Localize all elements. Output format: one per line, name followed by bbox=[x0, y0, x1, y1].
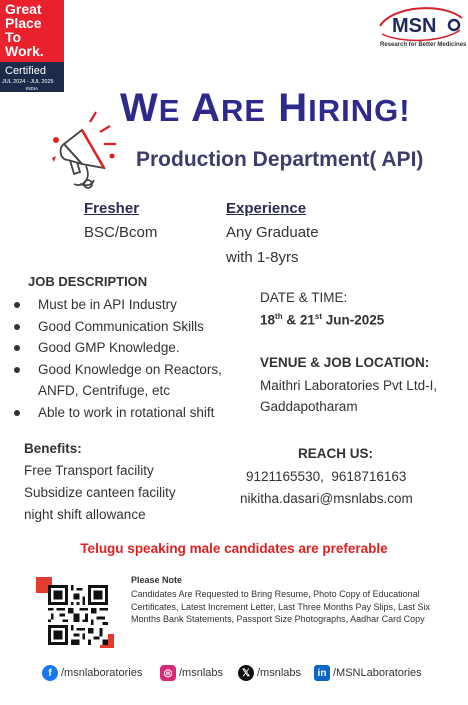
heading-hiring-rest: IRING! bbox=[308, 93, 411, 128]
job-description-title: JOB DESCRIPTION bbox=[28, 274, 148, 289]
instagram-icon: ◎ bbox=[160, 665, 176, 681]
please-note-body: Candidates Are Requested to Bring Resume, Photo Copy of Educational Certificates, Latest Increment Letter, Last Three Months Pay Slips, Last Six Months Bank Statements, Passport Size Photographs, Aadhar Card Copy bbox=[131, 589, 430, 624]
msn-logo bbox=[372, 4, 467, 52]
benefit-item: Subsidize canteen facility bbox=[24, 485, 176, 500]
jd-item-text: Good Knowledge on Reactors, bbox=[38, 361, 222, 377]
date-month: Jun-2025 bbox=[322, 312, 385, 328]
jd-item-text: Good Communication Skills bbox=[38, 318, 204, 334]
jd-item-text: Good GMP Knowledge. bbox=[38, 340, 180, 355]
bullet-icon bbox=[14, 345, 20, 351]
bullet-icon bbox=[14, 324, 20, 330]
badge-line-1: Great bbox=[5, 1, 42, 17]
venue-line-1: Maithri Laboratories Pvt Ltd-I, bbox=[260, 378, 438, 393]
jd-item-text: Must be in API Industry bbox=[38, 297, 177, 312]
badge-line-4: Work. bbox=[5, 43, 44, 59]
bullet-icon bbox=[14, 302, 20, 308]
reach-phones: 9121165530, 9618716163 bbox=[246, 469, 407, 484]
badge-certified-band bbox=[0, 62, 64, 92]
badge-line-3: To bbox=[5, 29, 22, 45]
venue-label: VENUE & JOB LOCATION: bbox=[260, 355, 430, 370]
jd-item-text: ANFD, Centrifuge, etc bbox=[38, 383, 171, 398]
reach-us-label: REACH US: bbox=[298, 446, 374, 461]
msn-logo-text: MSN bbox=[392, 15, 437, 37]
department-title: Production Department( API) bbox=[136, 148, 424, 171]
instagram-handle: /msnlabs bbox=[179, 667, 224, 679]
date-time-label: DATE & TIME: bbox=[260, 290, 348, 305]
date-day-1: 18 bbox=[260, 312, 276, 328]
badge-period: JUL 2024 - JUL 2025 bbox=[2, 79, 54, 85]
date-suffix-2: st bbox=[314, 312, 322, 321]
social-linkedin[interactable] bbox=[314, 663, 422, 683]
fresher-value: BSC/Bcom bbox=[84, 224, 158, 241]
x-handle: /msnlabs bbox=[257, 667, 302, 679]
jd-item bbox=[14, 402, 222, 424]
heading-we-initial: W bbox=[120, 86, 159, 130]
badge-title bbox=[5, 2, 44, 58]
badge-line-2: Place bbox=[5, 15, 42, 31]
heading-are-rest: RE bbox=[220, 93, 267, 128]
social-facebook[interactable] bbox=[42, 663, 142, 683]
jd-item bbox=[14, 316, 222, 338]
social-instagram[interactable] bbox=[160, 663, 223, 683]
qr-code-icon[interactable] bbox=[48, 585, 108, 645]
date-day-2: & 21 bbox=[282, 312, 315, 328]
jd-item bbox=[14, 359, 222, 381]
job-description-list bbox=[14, 294, 222, 423]
heading-we-rest: E bbox=[158, 93, 181, 128]
benefit-item: night shift allowance bbox=[24, 507, 146, 522]
linkedin-icon: in bbox=[314, 665, 330, 681]
heading-are-initial: A bbox=[191, 86, 221, 130]
badge-country: INDIA bbox=[26, 86, 39, 91]
experience-line-1: Any Graduate bbox=[226, 224, 319, 241]
badge-certified: Certified bbox=[5, 65, 46, 77]
date-suffix-1: th bbox=[275, 312, 283, 321]
social-x[interactable] bbox=[238, 663, 301, 683]
msn-logo-mark bbox=[372, 4, 464, 44]
bullet-icon bbox=[14, 410, 20, 416]
experience-line-2: with 1-8yrs bbox=[226, 249, 299, 266]
jd-item-continued bbox=[14, 380, 222, 402]
heading-hiring-initial: H bbox=[278, 86, 309, 130]
facebook-icon: f bbox=[42, 665, 58, 681]
jd-item-text: Able to work in rotational shift bbox=[38, 404, 215, 420]
benefits-label: Benefits: bbox=[24, 441, 82, 456]
bullet-icon bbox=[14, 367, 20, 373]
please-note-title: Please Note bbox=[131, 575, 183, 585]
reach-email[interactable]: nikitha.dasari@msnlabs.com bbox=[240, 491, 413, 506]
preference-note: Telugu speaking male candidates are preferable bbox=[80, 541, 388, 556]
great-place-to-work-badge bbox=[0, 0, 64, 92]
venue-line-2: Gaddapotharam bbox=[260, 399, 358, 414]
we-are-hiring-heading bbox=[120, 86, 411, 131]
fresher-label: Fresher bbox=[84, 200, 140, 217]
logo-tagline: Research for Better Medicines bbox=[380, 42, 467, 48]
x-icon: 𝕏 bbox=[238, 665, 254, 681]
experience-label: Experience bbox=[226, 200, 307, 217]
megaphone-icon bbox=[42, 100, 122, 192]
jd-item bbox=[14, 294, 222, 316]
linkedin-handle: /MSNLaboratories bbox=[333, 667, 422, 679]
jd-item bbox=[14, 337, 222, 359]
benefit-item: Free Transport facility bbox=[24, 463, 154, 478]
facebook-handle: /msnlaboratories bbox=[61, 667, 143, 679]
date-time-value bbox=[260, 312, 384, 328]
